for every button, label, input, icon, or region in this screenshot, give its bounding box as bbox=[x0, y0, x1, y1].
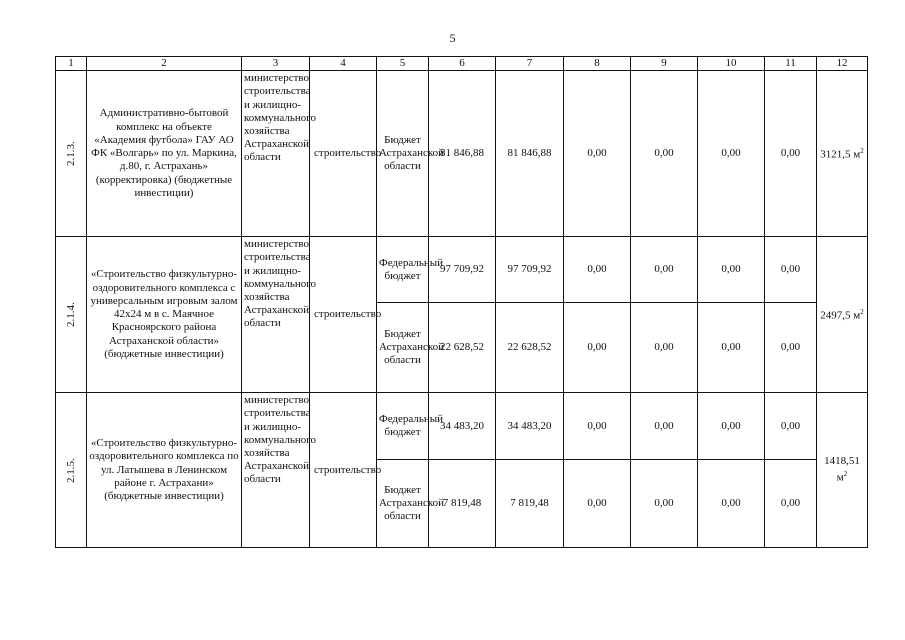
column-header: 8 bbox=[564, 57, 631, 71]
funding-source: Бюджет Астраханской области bbox=[377, 460, 429, 548]
object-name: «Строительство физкультурно-оздоровительного комплекса по ул. Латышева в Ленинском районе г. Астрахани» (бюджетные инвестиции) bbox=[87, 393, 242, 548]
value-col8: 0,00 bbox=[564, 71, 631, 237]
value-col10: 0,00 bbox=[698, 237, 765, 303]
value-col8: 0,00 bbox=[564, 393, 631, 460]
column-header: 2 bbox=[87, 57, 242, 71]
value-col10: 0,00 bbox=[698, 303, 765, 393]
value-col11: 0,00 bbox=[765, 393, 817, 460]
value-col7: 97 709,92 bbox=[496, 237, 564, 303]
column-header: 3 bbox=[242, 57, 310, 71]
value-col7: 81 846,88 bbox=[496, 71, 564, 237]
header-row bbox=[56, 57, 868, 71]
value-col10: 0,00 bbox=[698, 71, 765, 237]
value-col8: 0,00 bbox=[564, 460, 631, 548]
row-code: 2.1.5. bbox=[56, 393, 87, 548]
value-col7: 34 483,20 bbox=[496, 393, 564, 460]
value-col8: 0,00 bbox=[564, 237, 631, 303]
ministry-cell: министерство строительства и жилищно-коммунального хозяйства Астраханской области bbox=[242, 393, 310, 548]
funding-source: Бюджет Астраханской области bbox=[377, 71, 429, 237]
object-name: Административно-бытовой комплекс на объекте «Академия футбола» ГАУ АО ФК «Волгарь» по ул. Маркина, д.80, г. Астрахань» (корректировка) (бюджетные инвестиции) bbox=[87, 71, 242, 237]
value-col6: 97 709,92 bbox=[429, 237, 496, 303]
value-col9: 0,00 bbox=[631, 71, 698, 237]
column-header: 10 bbox=[698, 57, 765, 71]
value-col8: 0,00 bbox=[564, 303, 631, 393]
table-row bbox=[56, 71, 868, 237]
row-code: 2.1.4. bbox=[56, 237, 87, 393]
table-row bbox=[56, 393, 868, 460]
column-header: 12 bbox=[817, 57, 868, 71]
column-header: 7 bbox=[496, 57, 564, 71]
value-col10: 0,00 bbox=[698, 393, 765, 460]
budget-table bbox=[55, 56, 868, 548]
value-col6: 7 819,48 bbox=[429, 460, 496, 548]
area-cell: 1418,51 $м^2$ bbox=[817, 393, 868, 548]
work-kind: строительство bbox=[310, 393, 377, 548]
object-name: «Строительство физкультурно-оздоровительного комплекса с универсальным игровым залом 42х24 м в с. Маячное Красноярского района Астраханской области» (бюджетные инвестиции) bbox=[87, 237, 242, 393]
value-col6: 34 483,20 bbox=[429, 393, 496, 460]
column-header: 9 bbox=[631, 57, 698, 71]
value-col7: 7 819,48 bbox=[496, 460, 564, 548]
value-col6: 22 628,52 bbox=[429, 303, 496, 393]
value-col11: 0,00 bbox=[765, 71, 817, 237]
funding-source: Федеральный бюджет bbox=[377, 237, 429, 303]
column-header: 5 bbox=[377, 57, 429, 71]
column-header: 11 bbox=[765, 57, 817, 71]
value-col9: 0,00 bbox=[631, 303, 698, 393]
work-kind: строительство bbox=[310, 71, 377, 237]
value-col11: 0,00 bbox=[765, 460, 817, 548]
area-cell: 3121,5 $м^2$ bbox=[817, 71, 868, 237]
row-code: 2.1.3. bbox=[56, 71, 87, 237]
column-header: 6 bbox=[429, 57, 496, 71]
value-col11: 0,00 bbox=[765, 237, 817, 303]
funding-source: Федеральный бюджет bbox=[377, 393, 429, 460]
ministry-cell: министерство строительства и жилищно-коммунального хозяйства Астраханской области bbox=[242, 237, 310, 393]
value-col9: 0,00 bbox=[631, 393, 698, 460]
value-col9: 0,00 bbox=[631, 460, 698, 548]
ministry-cell: министерство строительства и жилищно-коммунального хозяйства Астраханской области bbox=[242, 71, 310, 237]
page-number: 5 bbox=[449, 31, 456, 45]
column-header: 4 bbox=[310, 57, 377, 71]
value-col9: 0,00 bbox=[631, 237, 698, 303]
table-row bbox=[56, 237, 868, 303]
value-col10: 0,00 bbox=[698, 460, 765, 548]
area-cell: 2497,5 $м^2$ bbox=[817, 237, 868, 393]
funding-source: Бюджет Астраханской области bbox=[377, 303, 429, 393]
column-header: 1 bbox=[56, 57, 87, 71]
value-col7: 22 628,52 bbox=[496, 303, 564, 393]
work-kind: строительство bbox=[310, 237, 377, 393]
value-col6: 81 846,88 bbox=[429, 71, 496, 237]
value-col11: 0,00 bbox=[765, 303, 817, 393]
